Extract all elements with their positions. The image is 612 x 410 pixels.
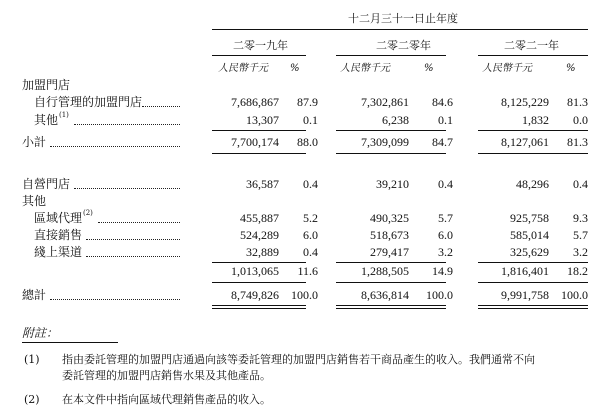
subtotal-bottom-rule [478, 153, 588, 154]
cell-2020-amount: 490,325 [370, 211, 409, 225]
cell-2019-amount: 13,307 [246, 113, 279, 127]
cell-2019-pct: 87.9 [297, 95, 318, 109]
cell-2021-pct: 81.3 [567, 95, 588, 109]
row-label-others: 其他 [34, 113, 59, 127]
cell-2020-pct: 3.2 [438, 245, 453, 259]
cell-2021-pct: 18.2 [567, 264, 588, 278]
others-rule [336, 262, 446, 263]
cell-2021-pct: 81.3 [567, 135, 588, 149]
cell-2020-amount: 39,210 [376, 177, 409, 191]
cell-2021-amount: 1,816,401 [501, 264, 549, 278]
cell-2020-amount: 7,302,861 [361, 95, 409, 109]
cell-2021-amount: 48,296 [516, 177, 549, 191]
cell-2020-pct: 0.4 [438, 177, 453, 191]
subtotal-rule [212, 130, 306, 131]
pct-label-2019: % [290, 63, 300, 74]
others-section-label: 其他 [22, 194, 47, 208]
total-double-rule [212, 308, 306, 309]
cell-2021-pct: 0.4 [573, 177, 588, 191]
cell-2019-amount: 1,013,065 [231, 264, 279, 278]
leader-dots [142, 106, 180, 107]
year-rule-2021 [478, 55, 588, 56]
total-rule [212, 282, 306, 283]
cell-2020-amount: 7,309,099 [361, 135, 409, 149]
total-double-rule [336, 305, 446, 306]
cell-2020-amount: 8,636,814 [361, 288, 409, 302]
leader-dots [86, 239, 180, 240]
total-double-rule [336, 308, 446, 309]
subtotal-rule [478, 130, 588, 131]
leader-dots [74, 188, 180, 189]
total-double-rule [478, 305, 588, 306]
cell-2020-pct: 84.7 [432, 135, 453, 149]
pct-label-2021: % [566, 63, 576, 74]
cell-2019-amount: 455,887 [240, 211, 279, 225]
row-label-regional-agents: 區域代理 [34, 211, 83, 225]
note-text-1-line2: 委託管理的加盟門店銷售水果及其他產品。 [62, 369, 271, 382]
unit-label-2019: 人民幣千元 [218, 63, 268, 74]
others-rule [478, 262, 588, 263]
leader-dots [50, 146, 180, 147]
cell-2019-amount: 32,889 [246, 245, 279, 259]
footnote-ref-2: (2) [83, 209, 93, 217]
row-label-total: 總計 [22, 288, 47, 302]
cell-2021-amount: 325,629 [510, 245, 549, 259]
total-rule [478, 282, 588, 283]
unit-label-2020: 人民幣千元 [340, 63, 390, 74]
cell-2019-pct: 88.0 [297, 135, 318, 149]
cell-2021-amount: 585,014 [510, 228, 549, 242]
subtotal-rule [336, 130, 446, 131]
cell-2019-amount: 7,686,867 [231, 95, 279, 109]
year-header-2021: 二零二一年 [504, 39, 559, 52]
cell-2019-amount: 36,587 [246, 177, 279, 191]
cell-2021-pct: 100.0 [561, 288, 588, 302]
cell-2020-amount: 6,238 [382, 113, 409, 127]
cell-2019-pct: 6.0 [303, 228, 318, 242]
cell-2021-amount: 8,127,061 [501, 135, 549, 149]
note-marker-1: (1) [24, 353, 40, 366]
leader-dots [98, 222, 180, 223]
cell-2019-pct: 11.6 [297, 264, 318, 278]
cell-2020-pct: 6.0 [438, 228, 453, 242]
cell-2020-pct: 5.7 [438, 211, 453, 225]
row-label-self-managed: 自行管理的加盟門店 [34, 95, 143, 109]
cell-2020-amount: 1,288,505 [361, 264, 409, 278]
total-rule [336, 282, 446, 283]
cell-2019-amount: 8,749,826 [231, 288, 279, 302]
row-label-self-operated: 自營門店 [22, 177, 71, 191]
year-rule-2020 [336, 55, 446, 56]
franchise-section-label: 加盟門店 [22, 78, 71, 92]
cell-2021-pct: 9.3 [573, 211, 588, 225]
notes-heading-rule [22, 342, 118, 343]
row-label-online: 綫上渠道 [34, 245, 83, 259]
pct-label-2020: % [424, 63, 434, 74]
row-label-subtotal: 小計 [22, 135, 47, 149]
cell-2021-amount: 9,991,758 [501, 288, 549, 302]
header-rule [212, 29, 588, 30]
cell-2020-amount: 279,417 [370, 245, 409, 259]
cell-2019-pct: 5.2 [303, 211, 318, 225]
cell-2019-pct: 0.4 [303, 177, 318, 191]
cell-2019-pct: 0.1 [303, 113, 318, 127]
cell-2020-pct: 100.0 [426, 288, 453, 302]
cell-2021-pct: 5.7 [573, 228, 588, 242]
others-rule [212, 262, 306, 263]
cell-2019-amount: 524,289 [240, 228, 279, 242]
year-header-2020: 二零二零年 [376, 39, 431, 52]
total-double-rule [478, 308, 588, 309]
cell-2020-pct: 84.6 [432, 95, 453, 109]
cell-2021-pct: 3.2 [573, 245, 588, 259]
total-double-rule [212, 305, 306, 306]
cell-2019-pct: 100.0 [291, 288, 318, 302]
note-text-2-line1: 在本文件中指向區域代理銷售產品的收入。 [62, 393, 271, 406]
cell-2021-amount: 1,832 [522, 113, 549, 127]
year-rule-2019 [212, 55, 306, 56]
cell-2020-amount: 518,673 [370, 228, 409, 242]
note-marker-2: (2) [24, 393, 40, 406]
cell-2020-pct: 0.1 [438, 113, 453, 127]
period-header: 十二月三十一日止年度 [348, 12, 458, 25]
leader-dots [74, 124, 180, 125]
subtotal-bottom-rule [336, 153, 446, 154]
cell-2021-pct: 0.0 [573, 113, 588, 127]
cell-2019-amount: 7,700,174 [231, 135, 279, 149]
cell-2020-pct: 14.9 [432, 264, 453, 278]
notes-heading: 附註： [22, 326, 59, 340]
row-label-direct-sales: 直接銷售 [34, 228, 83, 242]
subtotal-bottom-rule [212, 153, 306, 154]
cell-2021-amount: 8,125,229 [501, 95, 549, 109]
footnote-ref-1: (1) [59, 111, 69, 119]
cell-2019-pct: 0.4 [303, 245, 318, 259]
leader-dots [50, 299, 180, 300]
cell-2021-amount: 925,758 [510, 211, 549, 225]
year-header-2019: 二零一九年 [233, 39, 288, 52]
leader-dots [86, 256, 180, 257]
unit-label-2021: 人民幣千元 [482, 63, 532, 74]
note-text-1-line1: 指由委託管理的加盟門店通過向該等委託管理的加盟門店銷售若干商品產生的收入。我們通常不向 [62, 353, 535, 366]
